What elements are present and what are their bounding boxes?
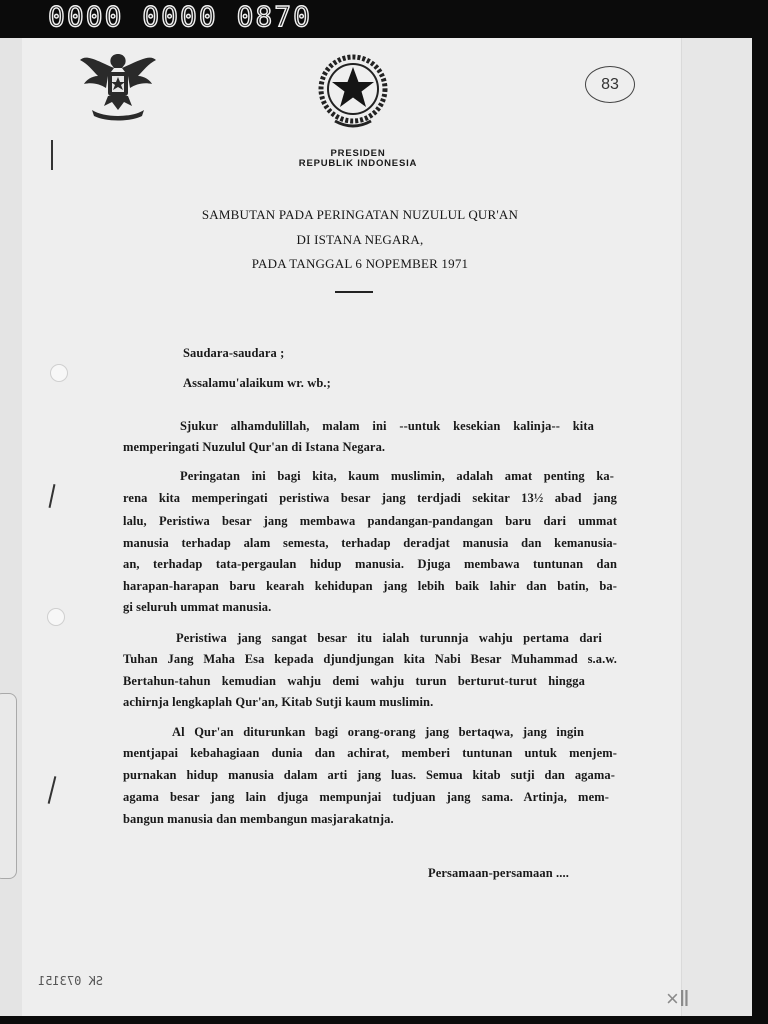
paragraph-line: Sjukur alhamdulillah, malam ini --untuk kesekian kalinja-- kita bbox=[180, 419, 594, 433]
film-frame-code: 0000 0000 0870 bbox=[48, 0, 313, 33]
catchword: Persamaan-persamaan .... bbox=[428, 866, 569, 880]
paragraph-line: harapan-harapan baru kearah kehidupan jang lebih baik lahir dan batin, ba- bbox=[123, 579, 617, 593]
garuda-emblem-icon bbox=[78, 46, 158, 126]
title-divider bbox=[335, 291, 373, 293]
paragraph-line: Tuhan Jang Maha Esa kepada djundjungan kita Nabi Besar Muhammad s.a.w. bbox=[123, 652, 617, 666]
paragraph-line: mentjapai kebahagiaan dunia dan achirat, memberi tuntunan untuk menjem- bbox=[123, 746, 617, 760]
letterhead-line: REPUBLIK INDONESIA bbox=[298, 158, 418, 169]
document-title: DI ISTANA NEGARA, bbox=[296, 232, 424, 247]
binder-tab bbox=[0, 693, 17, 879]
paragraph-line: gi seluruh ummat manusia. bbox=[123, 600, 272, 614]
document-title: PADA TANGGAL 6 NOPEMBER 1971 bbox=[251, 256, 469, 271]
corner-mark: ×Ⅱ bbox=[666, 986, 690, 1011]
archive-stamp: SK 073151 bbox=[38, 974, 104, 988]
document-title: SAMBUTAN PADA PERINGATAN NUZULUL QUR'AN bbox=[201, 207, 519, 222]
margin-mark bbox=[48, 776, 57, 804]
punch-hole bbox=[47, 608, 65, 626]
paragraph-line: achirnja lengkaplah Qur'an, Kitab Sutji kaum muslimin. bbox=[123, 695, 434, 709]
handwritten-page-number: 83 bbox=[585, 66, 635, 103]
page-right-edge bbox=[681, 38, 752, 1016]
paragraph-line: Peristiwa jang sangat besar itu ialah turunnja wahju pertama dari bbox=[176, 631, 602, 645]
paragraph-line: agama besar jang lain djuga mempunjai tudjuan jang sama. Artinja, mem- bbox=[123, 790, 609, 804]
paragraph-line: Peringatan ini bagi kita, kaum muslimin, adalah amat penting ka- bbox=[180, 469, 614, 483]
presidential-seal-icon bbox=[317, 51, 389, 133]
paragraph-line: lalu, Peristiwa besar jang membawa pandangan-pandangan baru dari ummat bbox=[123, 514, 617, 528]
letterhead-line: PRESIDEN bbox=[330, 148, 386, 159]
paragraph-line: purnakan hidup manusia dalam arti jang luas. Semua kitab sutji dan agama- bbox=[123, 768, 615, 782]
paragraph-line: bangun manusia dan membangun masjarakatnja. bbox=[123, 812, 394, 826]
paragraph-line: Bertahun-tahun kemudian wahju demi wahju turun berturut-turut hingga bbox=[123, 674, 585, 688]
salutation: Saudara-saudara ; bbox=[183, 346, 285, 360]
paragraph-line: manusia terhadap alam semesta, terhadap deradjat manusia dan kemanusia- bbox=[123, 536, 617, 550]
document-page bbox=[0, 38, 752, 1016]
paragraph-line: Al Qur'an diturunkan bagi orang-orang jang bertaqwa, jang ingin bbox=[172, 725, 584, 739]
margin-mark bbox=[51, 140, 53, 170]
paragraph-line: an, terhadap tata-pergaulan hidup manusia. Djuga membawa tuntunan dan bbox=[123, 557, 617, 571]
greeting: Assalamu'alaikum wr. wb.; bbox=[183, 376, 331, 390]
paragraph-line: rena kita memperingati peristiwa besar jang terdjadi sekitar 13½ abad jang bbox=[123, 491, 617, 505]
punch-hole bbox=[50, 364, 68, 382]
paragraph-line: memperingati Nuzulul Qur'an di Istana Negara. bbox=[123, 440, 386, 454]
margin-mark bbox=[49, 484, 56, 508]
